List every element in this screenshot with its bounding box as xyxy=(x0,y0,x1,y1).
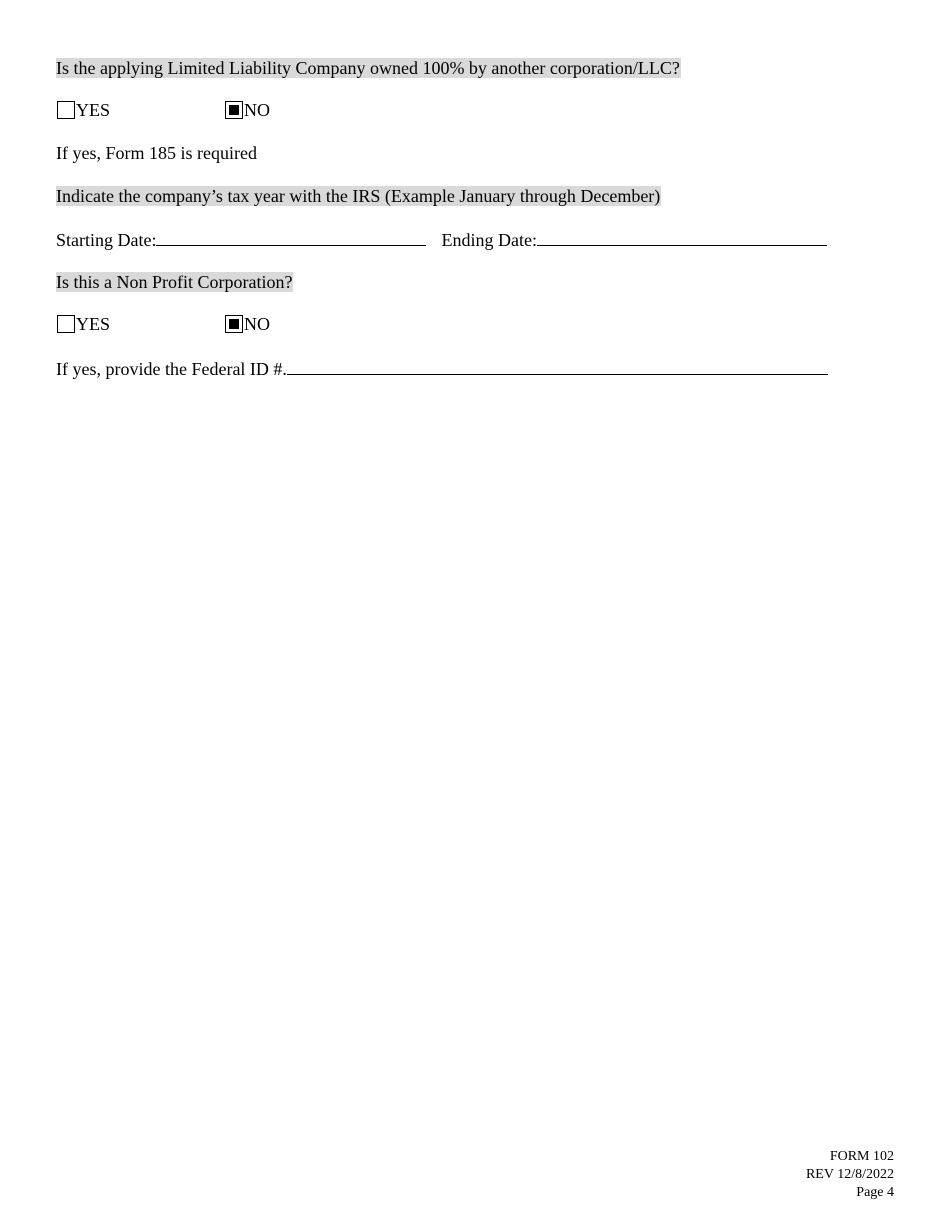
ending-date-label: Ending Date: xyxy=(441,230,537,250)
nonprofit-yes-checkbox[interactable] xyxy=(57,315,75,333)
federal-id-field[interactable] xyxy=(287,357,828,375)
page-number: Page 4 xyxy=(856,1185,894,1200)
form-number: FORM 102 xyxy=(829,1149,894,1164)
owned-no-label: NO xyxy=(244,100,270,120)
owned-yes-option[interactable] xyxy=(57,99,110,121)
form-185-note: If yes, Form 185 is required xyxy=(56,143,257,163)
ending-date-field[interactable] xyxy=(537,228,827,246)
question-tax-year-text: Indicate the company’s tax year with the IRS (Example January through December) xyxy=(56,186,661,206)
nonprofit-no-option[interactable] xyxy=(225,313,270,335)
starting-date-label: Starting Date: xyxy=(56,230,157,250)
question-tax-year xyxy=(56,185,661,207)
owned-yes-label: YES xyxy=(76,100,111,120)
form-footer xyxy=(806,1148,894,1202)
question-non-profit xyxy=(56,271,293,293)
nonprofit-yes-label: YES xyxy=(76,314,111,334)
question-owned-by-corporation xyxy=(56,57,681,79)
tax-year-dates-row xyxy=(56,228,827,251)
owned-no-checkbox[interactable] xyxy=(225,101,243,119)
owned-yes-checkbox[interactable] xyxy=(57,101,75,119)
nonprofit-no-checkbox[interactable] xyxy=(225,315,243,333)
question-owned-by-corporation-text: Is the applying Limited Liability Company owned 100% by another corporation/LLC? xyxy=(56,58,680,78)
form-revision: REV 12/8/2022 xyxy=(805,1167,894,1182)
nonprofit-no-label: NO xyxy=(244,314,270,334)
federal-id-label: If yes, provide the Federal ID #. xyxy=(56,359,287,379)
nonprofit-yes-option[interactable] xyxy=(57,313,110,335)
federal-id-row xyxy=(56,357,828,380)
owned-no-option[interactable] xyxy=(225,99,270,121)
starting-date-field[interactable] xyxy=(156,228,426,246)
question-non-profit-text: Is this a Non Profit Corporation? xyxy=(56,272,293,292)
